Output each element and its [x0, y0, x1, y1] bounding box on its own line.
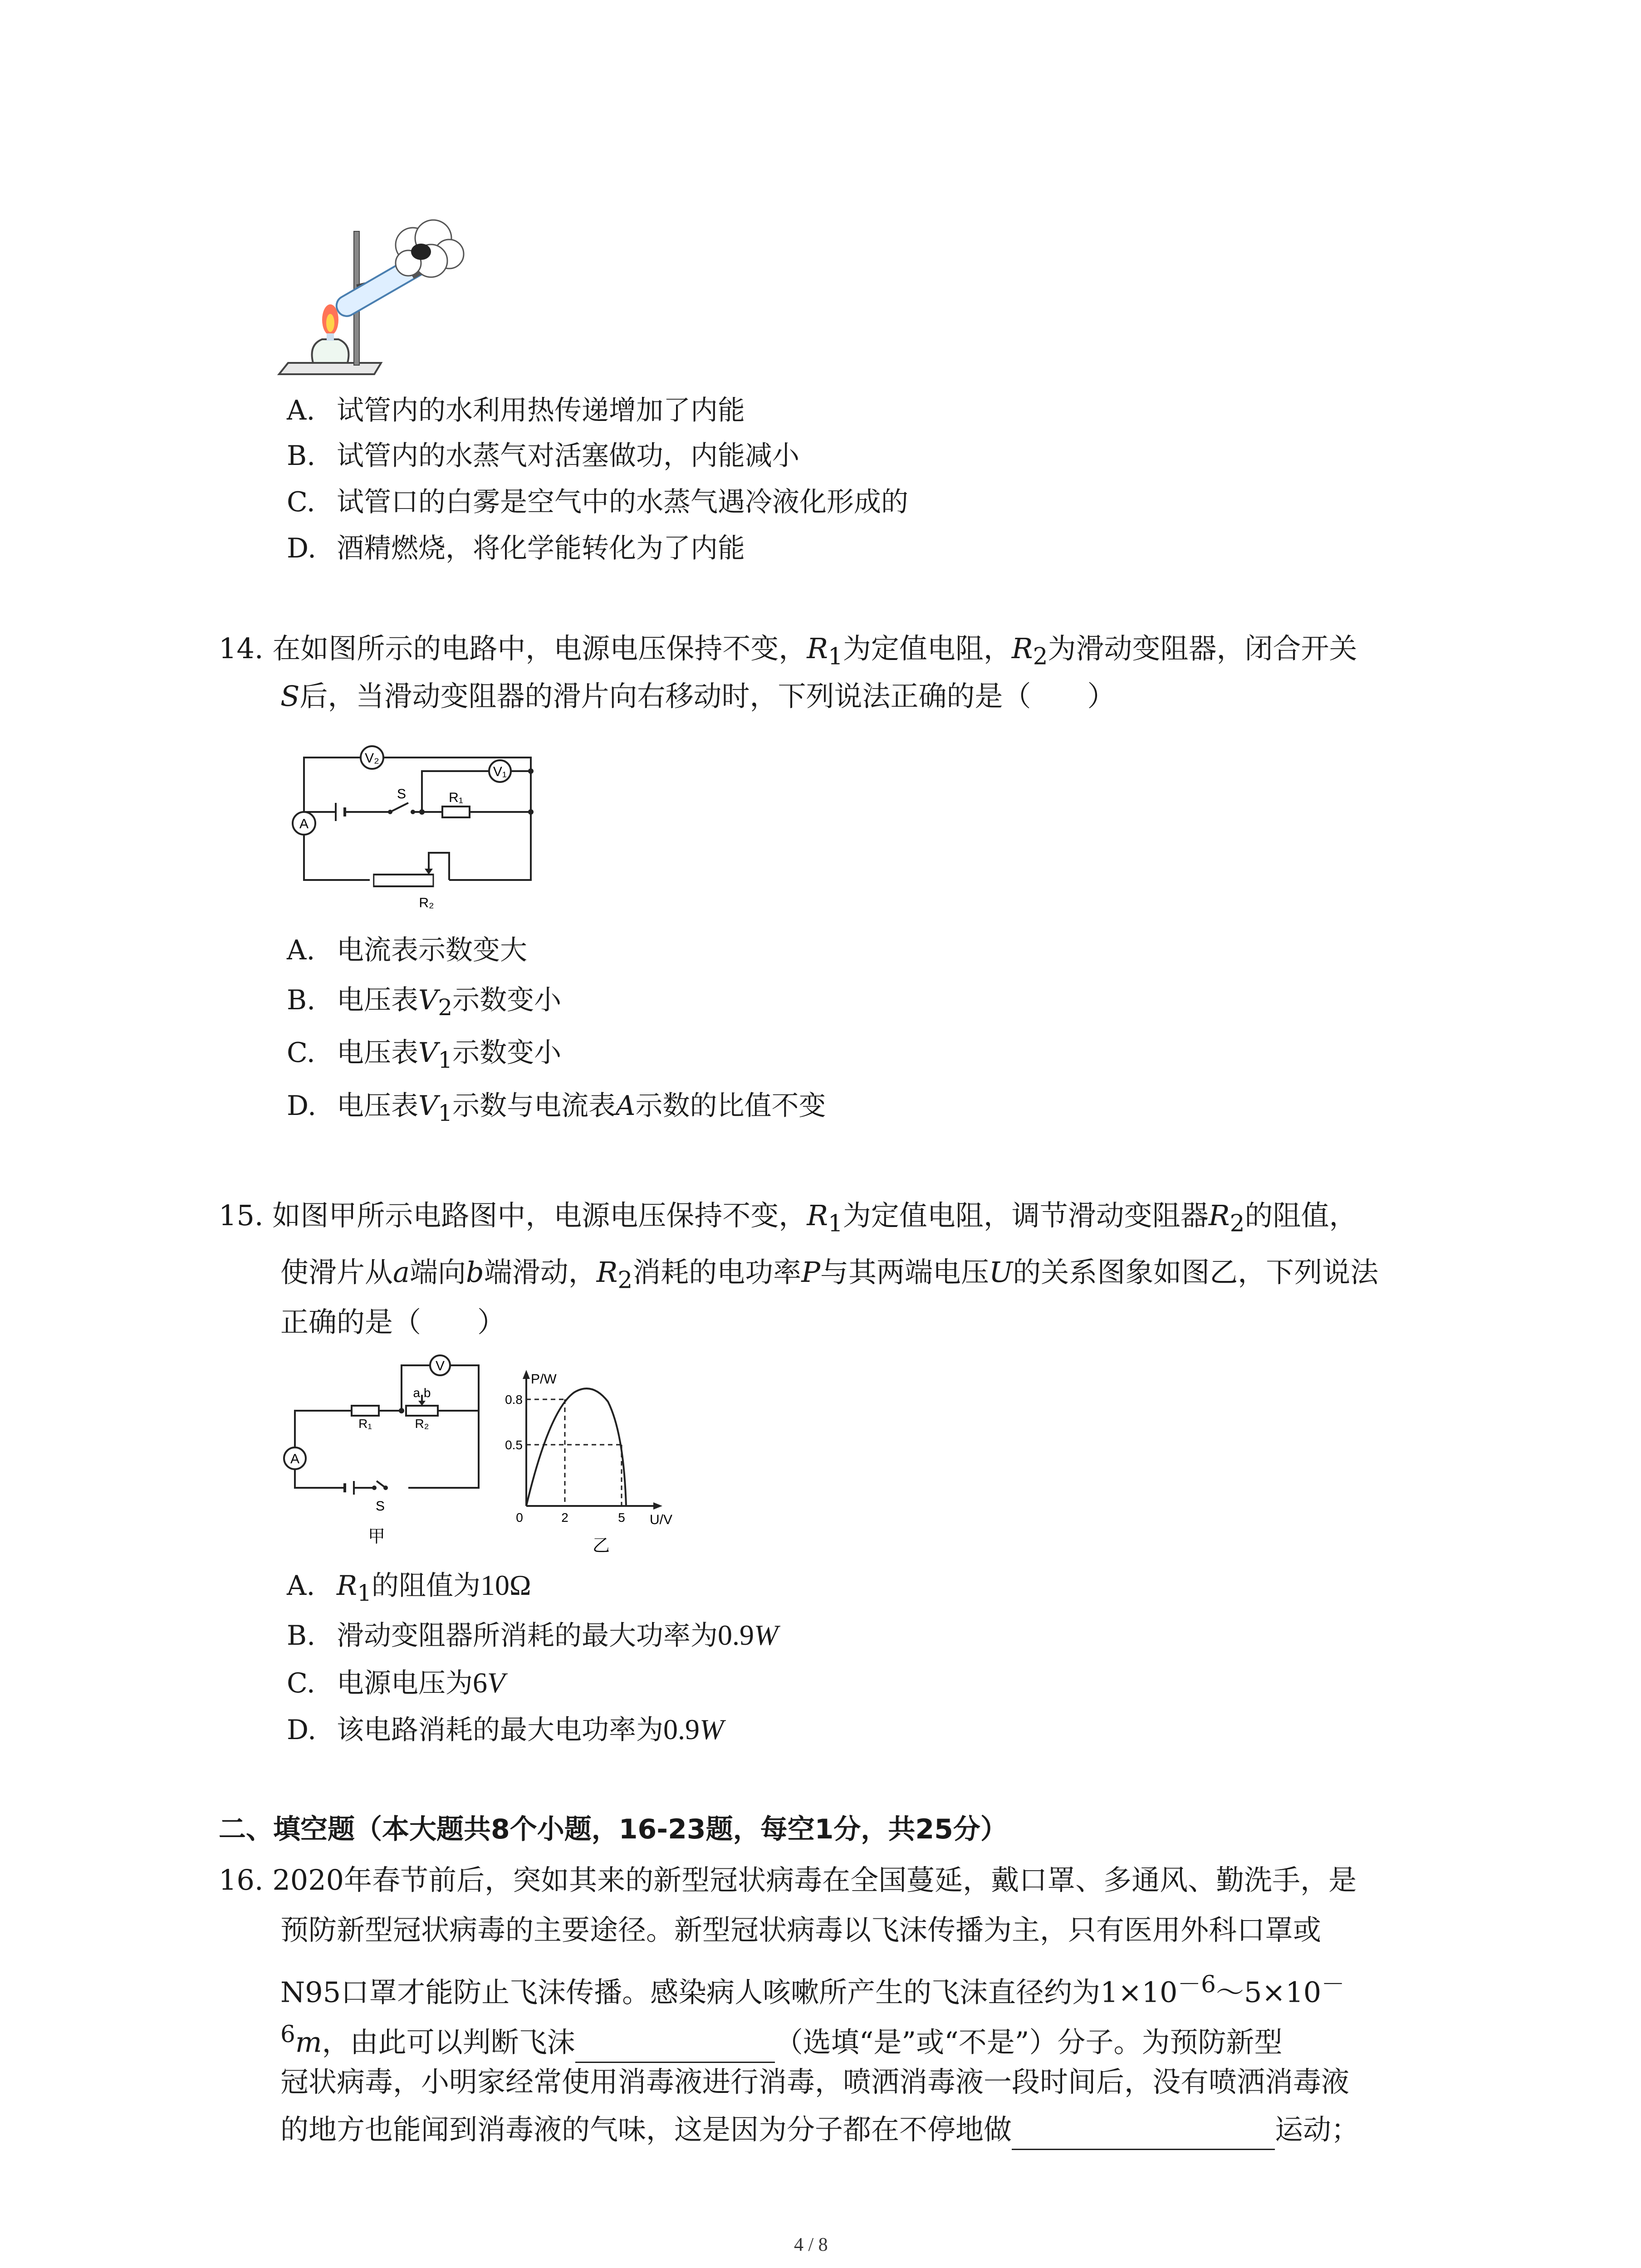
- stem-text: 端向: [409, 1256, 466, 1289]
- figure-yi-caption: 乙: [592, 1536, 610, 1555]
- var-sub: 1: [357, 1580, 372, 1606]
- var-r2-sub: 2: [617, 1266, 633, 1294]
- option-text: 电压表: [337, 984, 418, 1016]
- q13-option-a: [287, 390, 745, 431]
- resistor-r2-label: R₂: [419, 895, 434, 910]
- stem-text: 2020年春节前后，突如其来的新型冠状病毒在全国蔓延，戴口罩、多通风、勤洗手，是: [272, 1863, 1357, 1897]
- q16-line4: [280, 2014, 1282, 2063]
- q16-line3: [280, 1964, 1345, 2013]
- q15-option-c: [287, 1662, 505, 1704]
- var-r1: R: [807, 1199, 828, 1232]
- q14-option-b: [287, 980, 561, 1028]
- var-v: V: [418, 984, 438, 1016]
- option-value: 10Ω: [480, 1569, 531, 1601]
- option-text: 示数变小: [452, 984, 562, 1016]
- meter-a-label: A: [290, 1452, 300, 1466]
- stem-text: 为定值电阻，调节滑动变阻器: [843, 1199, 1209, 1232]
- option-label: C.: [287, 486, 315, 518]
- switch-label: S: [375, 1499, 385, 1514]
- option-label: B.: [287, 440, 316, 472]
- resistor-r1-label: R₁: [358, 1417, 372, 1431]
- var-r2-sub: 2: [1230, 1210, 1245, 1237]
- q15-circuit-diagram: [272, 1352, 499, 1547]
- option-label: B.: [287, 1620, 316, 1652]
- var-a: A: [616, 1090, 636, 1122]
- var-b: b: [466, 1256, 484, 1289]
- graph-x-axis-label: U/V: [650, 1512, 673, 1527]
- q14-option-d: [287, 1085, 826, 1134]
- section-heading: 二、填空题（本大题共8个小题，16-23题，每空1分，共25分）: [219, 1813, 1008, 1845]
- graph-origin: 0: [516, 1510, 523, 1525]
- question-number: 16.: [219, 1863, 264, 1897]
- stem-text: ，由此可以判断飞沫: [322, 2025, 575, 2059]
- option-label: D.: [287, 533, 317, 564]
- var-v: V: [418, 1037, 438, 1069]
- resistor-r1-label: R₁: [449, 790, 463, 805]
- exponent: －: [1321, 1971, 1345, 1998]
- stem-text: 运动；: [1275, 2113, 1360, 2146]
- option-text: 电压表: [337, 1090, 418, 1122]
- var-p: P: [801, 1256, 821, 1289]
- var-sub: 1: [438, 1047, 453, 1073]
- stem-text: ～5×10: [1215, 1975, 1322, 2009]
- q16-line1: [219, 1860, 1357, 1901]
- meter-a-label: A: [299, 816, 309, 831]
- option-text: 电压表: [337, 1037, 418, 1069]
- stem-text: 的阻值，: [1244, 1199, 1357, 1232]
- option-text: 的阻值为: [372, 1570, 480, 1602]
- q14-option-c: [287, 1032, 561, 1080]
- option-label: B.: [287, 984, 316, 1016]
- var-r1: R: [337, 1570, 358, 1602]
- switch-label: S: [397, 787, 407, 802]
- stem-text: N95口罩才能防止飞沫传播。感染病人咳嗽所产生的飞沫直径约为1×10: [280, 1975, 1178, 2009]
- graph-y-tick-0.5: 0.5: [505, 1438, 523, 1452]
- graph-x-tick-2: 2: [561, 1510, 568, 1525]
- option-text: 滑动变阻器所消耗的最大功率为: [337, 1620, 718, 1652]
- q15-stem-line3: [280, 1302, 505, 1343]
- stem-text: 与其两端电压: [820, 1256, 989, 1289]
- var-a: a: [393, 1256, 410, 1289]
- var-r2: R: [1011, 632, 1033, 665]
- option-label: A.: [287, 395, 315, 426]
- option-text: 示数与电流表: [452, 1090, 616, 1122]
- q14-stem-line1: [219, 628, 1357, 677]
- option-text: 该电路消耗的最大电功率为: [337, 1714, 663, 1746]
- stem-text: 如图甲所示电路图中，电源电压保持不变，: [272, 1199, 807, 1232]
- graph-y-axis-label: P/W: [531, 1372, 557, 1387]
- stem-text: 后，当滑动变阻器的滑片向右移动时，下列说法正确的是（ ）: [299, 679, 1116, 713]
- option-label: C.: [287, 1037, 315, 1069]
- stem-text: 端滑动，: [484, 1256, 597, 1289]
- stem-text: 冠状病毒，小明家经常使用消毒液进行消毒，喷洒消毒液一段时间后，没有喷洒消毒液: [280, 2065, 1350, 2098]
- q15-option-b: [287, 1615, 778, 1656]
- q13-option-b: [287, 435, 799, 476]
- option-text: 示数的比值不变: [635, 1090, 826, 1122]
- page-number: 4 / 8: [794, 2234, 828, 2255]
- option-value: 0.9: [718, 1619, 754, 1651]
- var-r1-sub: 1: [828, 1210, 843, 1237]
- q13-apparatus-figure: [277, 218, 467, 381]
- stem-text: 正确的是（ ）: [280, 1305, 506, 1339]
- var-r1-sub: 1: [828, 643, 843, 670]
- slider-ends-label: a b: [413, 1386, 431, 1400]
- stem-text: 为滑动变阻器，闭合开关: [1048, 632, 1357, 665]
- option-value: 6: [473, 1667, 487, 1699]
- figure-jia-caption: 甲: [367, 1527, 386, 1546]
- unit-m: m: [295, 2025, 322, 2059]
- stem-text: 在如图所示的电路中，电源电压保持不变，: [272, 632, 807, 665]
- meter-v2-label: V₂: [365, 751, 379, 766]
- q15-option-d: [287, 1709, 724, 1750]
- option-unit: W: [754, 1619, 779, 1651]
- option-text: 电流表示数变大: [337, 934, 527, 966]
- option-label: D.: [287, 1090, 317, 1122]
- q14-stem-line2: [280, 676, 1116, 717]
- graph-x-tick-5: 5: [618, 1510, 625, 1525]
- stem-text: 为定值电阻，: [843, 632, 1012, 665]
- option-text: 电源电压为: [337, 1667, 473, 1699]
- question-number: 15.: [219, 1199, 264, 1232]
- stem-text: 的地方也能闻到消毒液的气味，这是因为分子都在不停地做: [280, 2113, 1012, 2146]
- question-number: 14.: [219, 632, 264, 665]
- option-text: 示数变小: [452, 1037, 562, 1069]
- q16-line6: [280, 2109, 1359, 2150]
- option-label: A.: [287, 1570, 315, 1602]
- stem-text: 预防新型冠状病毒的主要途径。新型冠状病毒以飞沫传播为主，只有医用外科口罩或: [280, 1913, 1322, 1946]
- meter-v1-label: V₁: [493, 764, 507, 779]
- q13-option-c: [287, 482, 908, 523]
- q15-stem-line1: [219, 1195, 1357, 1244]
- answer-blank-2[interactable]: [1012, 2121, 1275, 2150]
- q16-line5: [280, 2062, 1349, 2102]
- option-unit: V: [487, 1667, 505, 1699]
- var-r2: R: [596, 1256, 618, 1289]
- option-label: D.: [287, 1714, 317, 1746]
- exponent: －6: [1177, 1971, 1216, 1998]
- var-r2-sub: 2: [1033, 643, 1048, 670]
- option-text: 试管内的水利用热传递增加了内能: [337, 395, 745, 426]
- var-u: U: [989, 1256, 1013, 1289]
- q15-option-a: [287, 1565, 531, 1613]
- option-unit: W: [700, 1713, 724, 1745]
- stem-text: 使滑片从: [280, 1256, 393, 1289]
- option-text: 试管口的白雾是空气中的水蒸气遇冷液化形成的: [337, 486, 908, 518]
- var-sub: 1: [438, 1100, 453, 1126]
- q16-line2: [280, 1910, 1321, 1950]
- var-sub: 2: [438, 994, 453, 1021]
- stem-text: 的关系图象如图乙，下列说法: [1013, 1256, 1379, 1289]
- q14-option-a: [287, 930, 527, 971]
- q15-stem-line2: [280, 1252, 1378, 1300]
- option-text: 试管内的水蒸气对活塞做功，内能减小: [337, 440, 799, 472]
- q13-option-d: [287, 528, 745, 569]
- stem-text: 消耗的电功率: [632, 1256, 802, 1289]
- stem-text: （选填“是”或“不是”）分子。为预防新型: [774, 2025, 1283, 2059]
- var-r2: R: [1208, 1199, 1230, 1232]
- resistor-r2-label: R₂: [415, 1417, 429, 1431]
- option-text: 酒精燃烧，将化学能转化为了内能: [337, 533, 745, 564]
- option-label: A.: [287, 934, 315, 966]
- var-s: S: [280, 679, 300, 713]
- var-r1: R: [807, 632, 828, 665]
- option-value: 0.9: [663, 1713, 700, 1745]
- var-v: V: [418, 1090, 438, 1122]
- exponent: 6: [280, 2021, 295, 2048]
- q14-circuit-diagram: [277, 730, 540, 921]
- graph-y-tick-0.8: 0.8: [505, 1393, 523, 1407]
- meter-v-label: V: [435, 1359, 445, 1374]
- answer-blank-1[interactable]: [575, 2033, 775, 2063]
- q15-graph: [499, 1365, 690, 1556]
- option-label: C.: [287, 1667, 315, 1699]
